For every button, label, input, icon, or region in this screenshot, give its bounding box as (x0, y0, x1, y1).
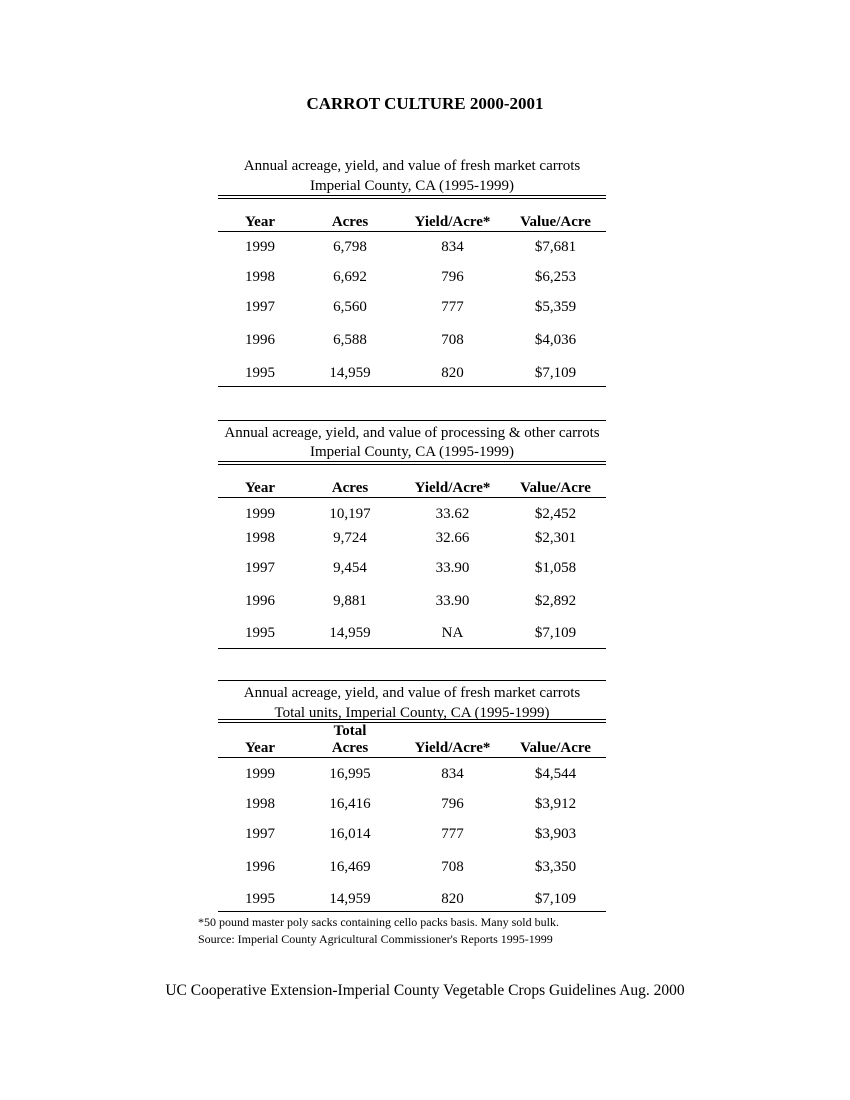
cell-year: 1996 (245, 593, 275, 609)
header-acres: Acres (331, 480, 369, 496)
table-bottom-rule (218, 386, 606, 387)
table-bottom-rule (218, 648, 606, 649)
cell-yield: 33.90 (435, 560, 470, 576)
cell-acres: 16,014 (329, 826, 371, 842)
table-caption: Annual acreage, yield, and value of fresh market carrots (243, 158, 581, 174)
cell-acres: 9,454 (333, 560, 367, 576)
cell-year: 1995 (245, 625, 275, 641)
page-title: CARROT CULTURE 2000-2001 (306, 94, 544, 113)
cell-value: $2,892 (534, 593, 577, 609)
cell-acres: 16,995 (329, 766, 371, 782)
table-bottom-rule (218, 911, 606, 912)
source-note: Source: Imperial County Agricultural Commissioner's Reports 1995-1999 (198, 932, 553, 946)
cell-value: $1,058 (534, 560, 577, 576)
page-footer: UC Cooperative Extension-Imperial County Vegetable Crops Guidelines Aug. 2000 (165, 982, 685, 999)
header-acres-top: Total (333, 723, 367, 739)
table-top-rule (218, 420, 606, 421)
cell-value: $3,903 (534, 826, 577, 842)
header-acres: Acres (331, 740, 369, 756)
cell-value: $3,350 (534, 859, 577, 875)
header-year: Year (245, 480, 275, 496)
cell-value: $5,359 (534, 299, 577, 315)
cell-year: 1998 (245, 530, 275, 546)
footnote: *50 pound master poly sacks containing cello packs basis. Many sold bulk. (198, 915, 559, 929)
header-rule (218, 497, 606, 498)
header-rule (218, 231, 606, 232)
header-value: Value/Acre (520, 740, 591, 756)
cell-year: 1997 (245, 299, 275, 315)
cell-value: $2,452 (534, 506, 577, 522)
double-rule (218, 719, 606, 723)
header-year: Year (245, 740, 275, 756)
cell-acres: 9,724 (333, 530, 367, 546)
cell-acres: 6,560 (333, 299, 367, 315)
cell-yield: 820 (441, 365, 464, 381)
cell-year: 1998 (245, 796, 275, 812)
header-value: Value/Acre (520, 480, 591, 496)
cell-acres: 14,959 (329, 891, 371, 907)
cell-value: $7,109 (534, 625, 577, 641)
cell-year: 1999 (245, 506, 275, 522)
cell-yield: 708 (441, 332, 464, 348)
table-top-rule (218, 680, 606, 681)
cell-year: 1999 (245, 766, 275, 782)
cell-value: $4,036 (534, 332, 577, 348)
cell-year: 1995 (245, 365, 275, 381)
table-caption: Annual acreage, yield, and value of fresh market carrots (243, 685, 581, 701)
header-yield: Yield/Acre* (414, 740, 491, 756)
cell-year: 1996 (245, 332, 275, 348)
cell-year: 1995 (245, 891, 275, 907)
cell-yield: 708 (441, 859, 464, 875)
cell-year: 1997 (245, 560, 275, 576)
cell-yield: 834 (441, 239, 464, 255)
cell-acres: 10,197 (329, 506, 371, 522)
cell-value: $7,109 (534, 891, 577, 907)
cell-value: $4,544 (534, 766, 577, 782)
header-yield: Yield/Acre* (414, 480, 491, 496)
cell-value: $2,301 (534, 530, 577, 546)
cell-year: 1998 (245, 269, 275, 285)
cell-acres: 16,416 (329, 796, 371, 812)
cell-yield: 777 (441, 299, 464, 315)
header-rule (218, 757, 606, 758)
cell-yield: 820 (441, 891, 464, 907)
cell-acres: 6,798 (333, 239, 367, 255)
cell-yield: 33.90 (435, 593, 470, 609)
cell-year: 1999 (245, 239, 275, 255)
cell-year: 1996 (245, 859, 275, 875)
cell-acres: 14,959 (329, 365, 371, 381)
table-caption: Annual acreage, yield, and value of processing & other carrots (224, 425, 600, 441)
header-yield: Yield/Acre* (414, 214, 491, 230)
cell-value: $7,681 (534, 239, 577, 255)
header-acres: Acres (331, 214, 369, 230)
cell-yield: 33.62 (435, 506, 470, 522)
cell-acres: 6,692 (333, 269, 367, 285)
cell-acres: 14,959 (329, 625, 371, 641)
header-year: Year (245, 214, 275, 230)
cell-value: $3,912 (534, 796, 577, 812)
double-rule (218, 461, 606, 465)
cell-yield: 777 (441, 826, 464, 842)
cell-yield: 834 (441, 766, 464, 782)
table-subcaption: Imperial County, CA (1995-1999) (309, 444, 514, 460)
cell-value: $7,109 (534, 365, 577, 381)
table-subcaption: Imperial County, CA (1995-1999) (309, 178, 514, 194)
cell-year: 1997 (245, 826, 275, 842)
cell-acres: 16,469 (329, 859, 371, 875)
table-subcaption: Total units, Imperial County, CA (1995-1999) (274, 705, 550, 721)
header-value: Value/Acre (520, 214, 591, 230)
cell-yield: NA (441, 625, 464, 641)
cell-yield: 796 (441, 269, 464, 285)
cell-acres: 6,588 (333, 332, 367, 348)
cell-yield: 32.66 (435, 530, 470, 546)
double-rule (218, 195, 606, 199)
cell-acres: 9,881 (333, 593, 367, 609)
cell-value: $6,253 (534, 269, 577, 285)
cell-yield: 796 (441, 796, 464, 812)
